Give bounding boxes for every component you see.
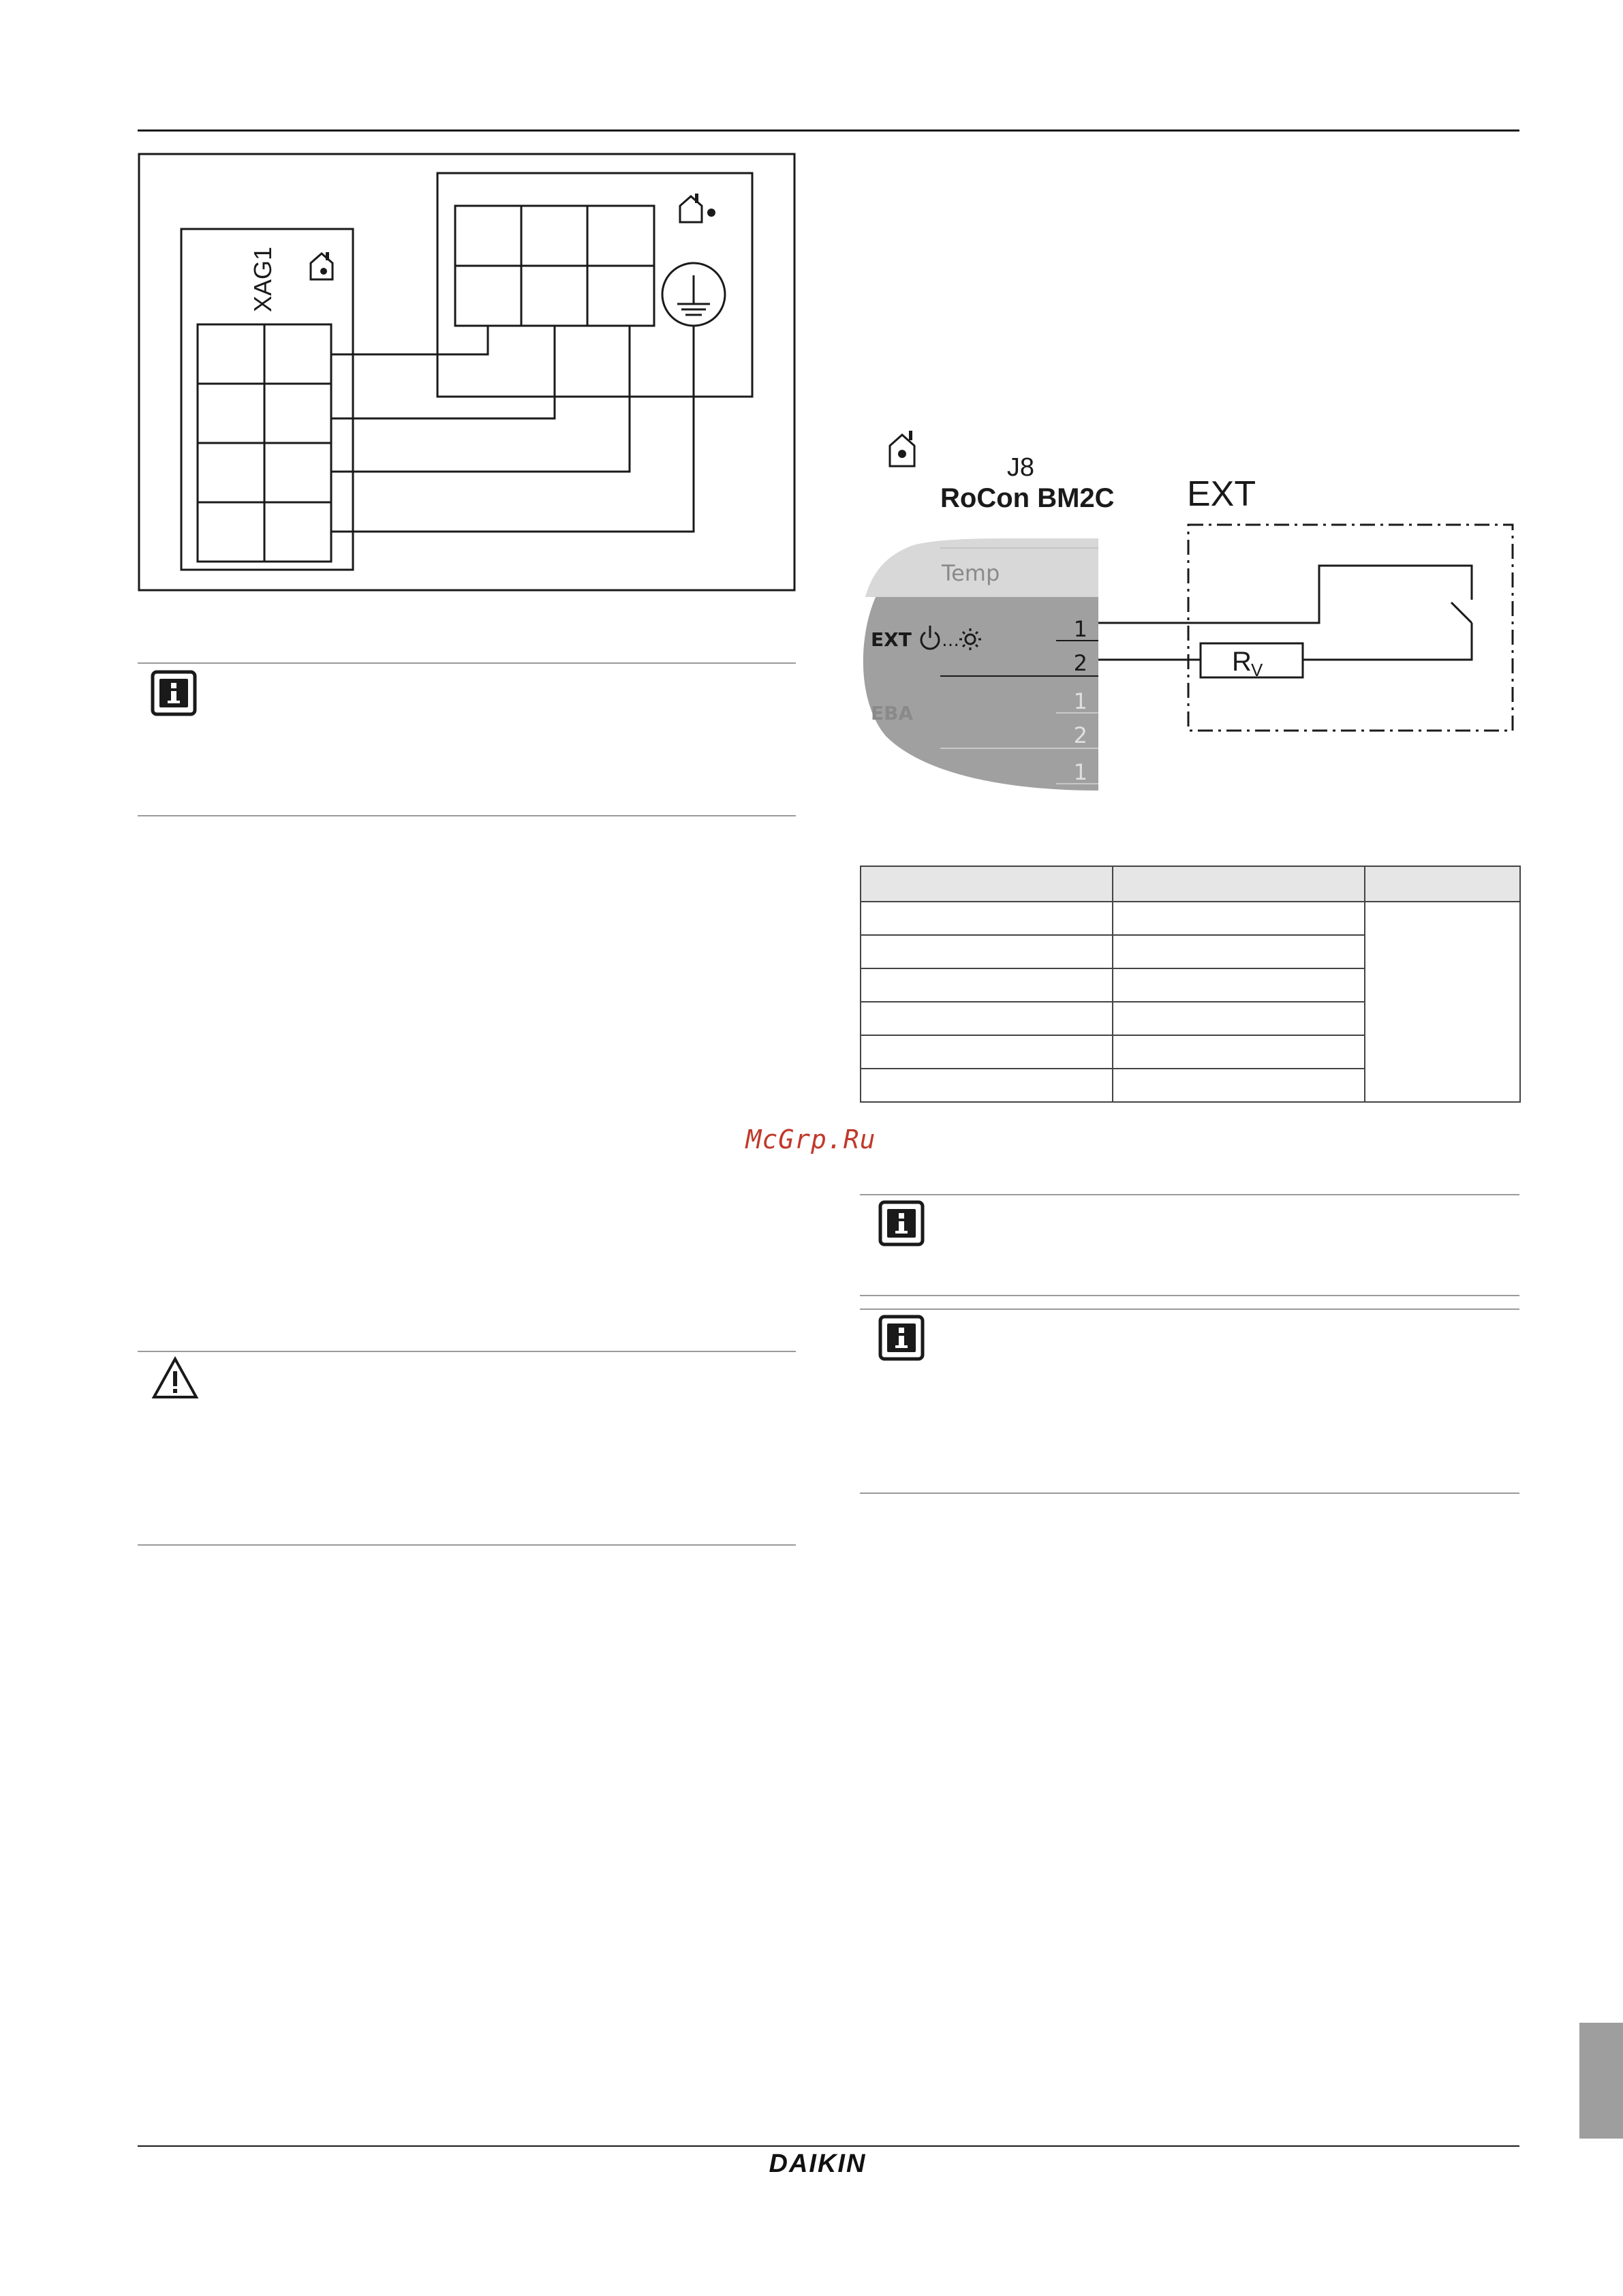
table-header-row	[861, 866, 1520, 902]
table-cell	[861, 968, 1113, 1002]
eba-label: EBA	[871, 702, 914, 724]
table-header-cell	[1113, 866, 1365, 902]
table-cell	[1113, 968, 1365, 1002]
table-cell	[861, 1069, 1113, 1102]
pin-label: 1	[1073, 688, 1087, 714]
chapter-tab	[1579, 2023, 1623, 2139]
table-cell	[861, 1035, 1113, 1069]
ext-row-label: EXT	[871, 628, 912, 651]
connector-label: J8	[1006, 453, 1035, 482]
resistor-subscript: V	[1251, 660, 1263, 680]
warning-rule-bottom	[138, 1544, 796, 1546]
brand-logo: DAIKIN	[749, 2149, 886, 2179]
pin-label: 2	[1073, 650, 1087, 676]
data-table	[860, 866, 1521, 1103]
house-icon	[890, 431, 914, 466]
pin-label: 1	[1073, 759, 1087, 785]
info-icon	[879, 1315, 921, 1358]
table-merged-cell	[1365, 902, 1520, 1102]
note-rule-top	[860, 1194, 1519, 1195]
board-label: RoCon BM2C	[940, 483, 1115, 513]
table-row	[861, 902, 1520, 935]
info-icon	[879, 1201, 921, 1243]
table-cell	[861, 935, 1113, 968]
table-cell	[1113, 1069, 1365, 1102]
table-cell	[861, 902, 1113, 935]
table-header-cell	[861, 866, 1113, 902]
temp-label: Temp	[942, 560, 1000, 586]
footer-rule	[138, 2145, 1519, 2147]
note-rule-bottom	[860, 1493, 1519, 1494]
warning-rule-top	[138, 1351, 796, 1352]
table-cell	[1113, 1002, 1365, 1035]
ellipsis-mark: …	[942, 630, 959, 651]
warning-icon	[151, 1356, 194, 1398]
note-rule-bottom	[860, 1295, 1519, 1296]
table-cell	[1113, 1035, 1365, 1069]
ext-label: EXT	[1187, 474, 1256, 514]
note-rule-top	[860, 1308, 1519, 1310]
terminal-label: XAG1	[249, 246, 277, 312]
table-cell	[1113, 902, 1365, 935]
pin-label: 1	[1073, 616, 1087, 642]
pin-label: 2	[1073, 722, 1087, 748]
resistor-label: R	[1232, 647, 1252, 677]
table-cell	[861, 1002, 1113, 1035]
wiring-diagram-right	[0, 0, 1623, 818]
table-cell	[1113, 935, 1365, 968]
table-header-cell	[1365, 866, 1520, 902]
watermark: McGrp.Ru	[745, 1124, 876, 1154]
